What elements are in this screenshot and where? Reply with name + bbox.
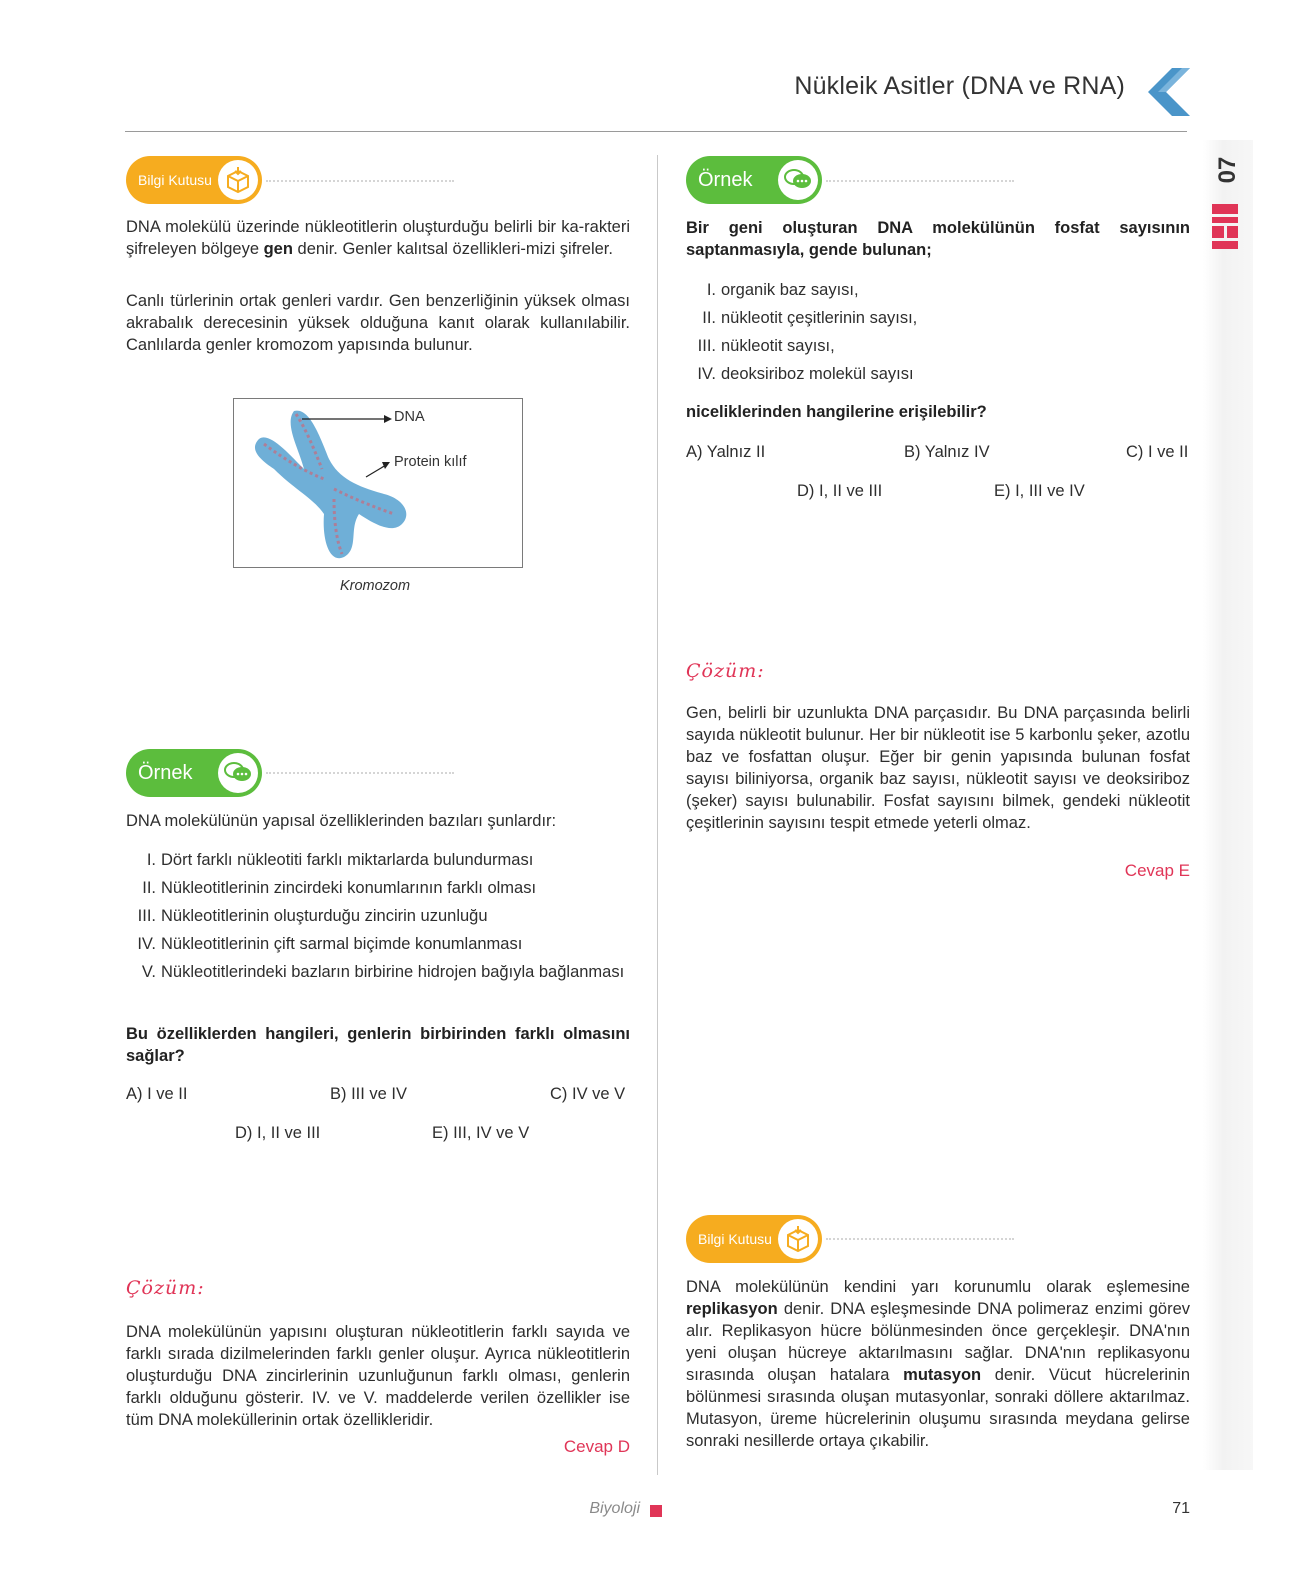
option-a[interactable]: A) I ve II	[126, 1085, 188, 1103]
label-protein: Protein kılıf	[394, 454, 467, 470]
list-item: II. nükleotit çeşitlerinin sayısı,	[702, 309, 918, 327]
dotted-line	[266, 772, 454, 776]
example-badge	[686, 156, 822, 204]
list-item: IV. Nükleotitlerinin çift sarmal biçimde konumlanması	[137, 935, 523, 953]
list-item: I. Dört farklı nükleotiti farklı miktarlarda bulundurması	[146, 851, 534, 869]
example-label: Örnek	[138, 761, 193, 784]
option-c[interactable]: C) I ve II	[1126, 443, 1189, 461]
info-paragraph: DNA molekülünün kendini yarı korunumlu olarak eşlemesine replikasyon denir. DNA eşleşmesinde DNA polimeraz enzimi görev alır. Replikasyon hücre bölünmesinden önce gerçekleşir. DNA'nın yeni oluşan hücreye aktarılmasını sağlar. DNA'nın replikasyonu sırasında oluşan hatalara mutasyon denir. Vücut hücrelerinin bölünmesi sırasında oluşan mutasyonlar, sonraki döllere aktarılmaz. Mutasyon, üreme hücrelerinin oluşumu sırasında meydana gelirse sonraki nesillerde ortaya çıkabilir.	[686, 1278, 1191, 1450]
solution-text: Gen, belirli bir uzunlukta DNA parçasıdır. Bu DNA parçasında belirli sayıda nükleotit bulunur. Her bir nükleotit ise 5 karbonlu şeker, azotlu baz ve fosfattan oluşur. Eğer bir genin yapısında bulunan fosfat sayısı biliniyorsa, organik baz sayısı, nükleotit sayısı ve deoksiriboz (şeker) sayısı bulunabilir. Fosfat sayısını bilmek, gendeki nükleotit çeşitlerinin sayısını tespit etmede yeterli olmaz.	[686, 704, 1190, 832]
option-b[interactable]: B) III ve IV	[330, 1085, 408, 1103]
dotted-line	[826, 1238, 1014, 1242]
header-divider	[125, 131, 1187, 132]
example-question: Bir geni oluşturan DNA molekülünün fosfat sayısının saptanmasıyla, gende bulunan;	[686, 219, 1190, 259]
figure-caption: Kromozom	[339, 578, 411, 594]
answer-label: Cevap D	[563, 1437, 630, 1456]
page-title: Nükleik Asitler (DNA ve RNA)	[794, 72, 1125, 100]
example-badge	[126, 749, 262, 797]
label-dna: DNA	[394, 409, 425, 425]
info-box-label: Bilgi Kutusu	[138, 172, 212, 188]
solution-text: DNA molekülünün yapısını oluşturan nükleotitlerin farklı sayıda ve farklı sırada dizilmelerinden farklı genler oluşur. Ayrıca nükleotitlerin oluşturduğu DNA zincirlerinin uzunluğunun farklı olması, genlerin farklı olduğunu gösterir. IV. ve V. maddelerde verilen özellikler ise tüm DNA moleküllerinin ortak özellikleridir.	[126, 1323, 630, 1429]
solution-heading: Çözüm:	[686, 660, 765, 682]
list-item: II. Nükleotitlerinin zincirdeki konumlarının farklı olması	[142, 879, 537, 897]
dotted-line	[266, 180, 454, 184]
solution-heading: Çözüm:	[126, 1277, 205, 1299]
example-label: Örnek	[698, 168, 753, 191]
info-box-label: Bilgi Kutusu	[698, 1231, 772, 1247]
option-e[interactable]: E) III, IV ve V	[432, 1124, 530, 1142]
option-a[interactable]: A) Yalnız II	[686, 443, 766, 461]
speech-bubble-icon	[218, 753, 258, 793]
chromosome-figure	[233, 398, 523, 568]
example-intro: DNA molekülünün yapısal özelliklerinden bazıları şunlardır:	[126, 812, 557, 830]
chromosome-image	[234, 399, 522, 567]
box-icon	[218, 160, 258, 200]
side-tab-number: 07	[1214, 156, 1241, 184]
option-d[interactable]: D) I, II ve III	[797, 482, 883, 500]
option-d[interactable]: D) I, II ve III	[235, 1124, 321, 1142]
list-item: III. nükleotit sayısı,	[697, 337, 835, 355]
example-list	[126, 846, 630, 983]
footer-subject: Biyoloji	[589, 1500, 640, 1517]
option-b[interactable]: B) Yalnız IV	[904, 443, 990, 461]
example-list	[686, 276, 1190, 388]
dotted-line	[826, 180, 1014, 184]
info-paragraph-2: Canlı türlerinin ortak genleri vardır. Gen benzerliğinin yüksek olması akrabalık derecesinin yüksek olduğuna kanıt olarak kullanılabilir. Canlılarda genler kromozom yapısında bulunur.	[126, 292, 630, 354]
box-icon	[778, 1219, 818, 1259]
info-box-badge	[126, 156, 262, 204]
page-number: 71	[1172, 1500, 1190, 1517]
side-tab	[1203, 140, 1253, 1470]
column-divider	[657, 155, 658, 1475]
list-item: V. Nükleotitlerindeki bazların birbirine hidrojen bağıyla bağlanması	[141, 963, 625, 981]
footer-marker	[650, 1505, 662, 1517]
speech-bubble-icon	[778, 160, 818, 200]
list-item: I. organik baz sayısı,	[706, 281, 859, 299]
example-question: Bu özelliklerden hangileri, genlerin birbirinden farklı olmasını sağlar?	[126, 1025, 630, 1065]
info-box-badge	[686, 1215, 822, 1263]
answer-label: Cevap E	[1124, 861, 1190, 880]
list-item: III. Nükleotitlerinin oluşturduğu zincirin uzunluğu	[137, 907, 488, 925]
option-e[interactable]: E) I, III ve IV	[994, 482, 1085, 500]
info-paragraph-1: DNA molekülü üzerinde nükleotitlerin oluşturduğu belirli bir ka-rakteri şifreleyen bölgeye gen denir. Genler kalıtsal özellikleri-mizi şifreler.	[126, 218, 630, 258]
option-c[interactable]: C) IV ve V	[550, 1085, 626, 1103]
chevron-left-icon	[1148, 68, 1190, 116]
list-item: IV. deoksiriboz molekül sayısı	[697, 365, 914, 383]
example-question-2: niceliklerinden hangilerine erişilebilir?	[686, 403, 987, 421]
publisher-logo-icon	[1210, 200, 1240, 252]
